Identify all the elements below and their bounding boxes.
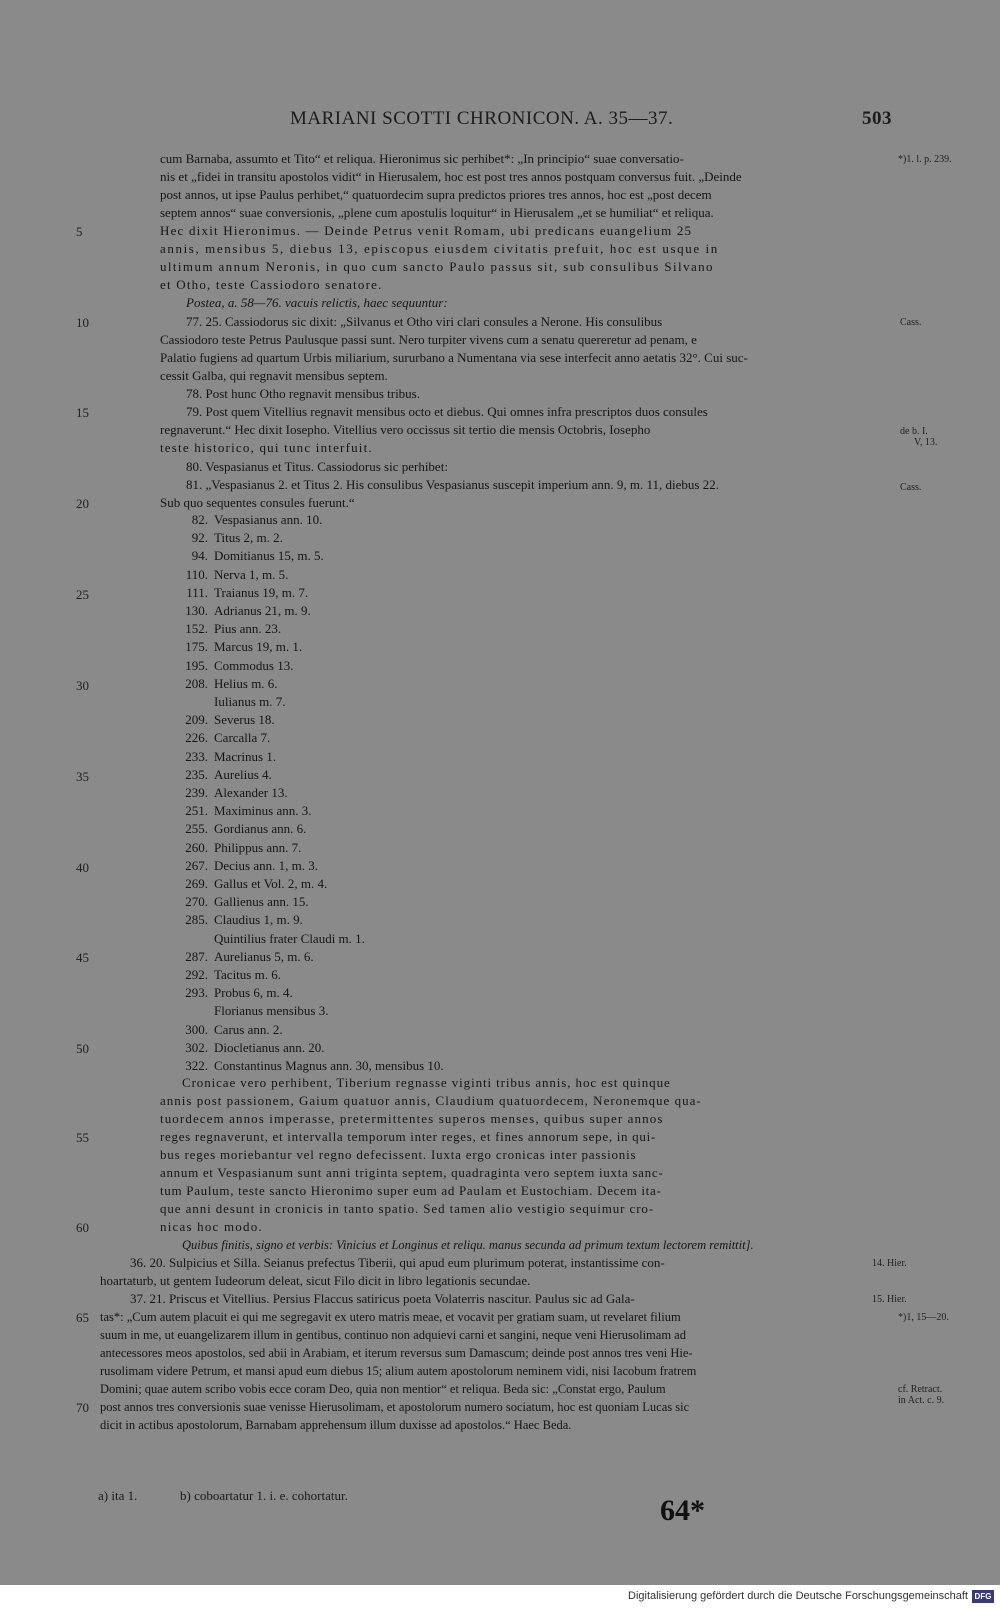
- dfg-logo[interactable]: DFG: [972, 1590, 994, 1603]
- text-line: 36. 20. Sulpicius et Silla. Seianus prefectus Tiberii, qui apud eum plurimum poterat, instantissime con-: [130, 1255, 665, 1270]
- entry-year: 255.: [185, 821, 208, 836]
- entry-year: 175.: [185, 639, 208, 654]
- entry-year: 111.: [186, 585, 208, 600]
- entry-text: Macrinus 1.: [214, 749, 277, 764]
- text-line: tas*: „Cum autem placuit ei qui me segregavit ex utero matris meae, et vocavit per gratiam suam, ut revelaret filium: [100, 1310, 681, 1324]
- text-line: cum Barnaba, assumto et Tito“ et reliqua. Hieronimus sic perhibet*: „In principio“ suae conversatio-: [160, 151, 684, 166]
- entry-text: Diocletianus ann. 20.: [214, 1040, 325, 1055]
- entry-year: 293.: [185, 985, 208, 1000]
- entry-text: Gordianus ann. 6.: [214, 821, 307, 836]
- text-line: Sub quo sequentes consules fuerunt.“: [160, 495, 355, 510]
- entry-text: Traianus 19, m. 7.: [214, 585, 309, 600]
- line-number: 60: [76, 1220, 89, 1235]
- text-line: tum Paulum, teste sancto Hieronimo super eum ad Paulam et Eustochiam. Decem ita-: [160, 1183, 662, 1198]
- margin-note: in Act. c. 9.: [898, 1395, 945, 1406]
- text-line: 79. Post quem Vitellius regnavit mensibus octo et diebus. Qui omnes infra prescriptos duos consules: [186, 404, 708, 419]
- entry-text: Tacitus m. 6.: [214, 967, 281, 982]
- text-line: teste historico, qui tunc interfuit.: [160, 440, 373, 455]
- text-line: annum et Vespasianum sunt anni triginta septem, quadraginta vero septem iuxta sanc-: [160, 1165, 664, 1180]
- entry-year: 322.: [185, 1058, 208, 1073]
- entry-year: 195.: [185, 658, 208, 673]
- editorial-note: Postea, a. 58—76. vacuis relictis, haec sequuntur:: [186, 295, 448, 310]
- line-number: 20: [76, 496, 89, 511]
- entry-text: Probus 6, m. 4.: [214, 985, 293, 1000]
- text-line: cessit Galba, qui regnavit mensibus septem.: [160, 368, 388, 383]
- text-line: hoartaturb, ut gentem Iudeorum deleat, sicut Filo dicit in libro legationis secundae.: [100, 1273, 531, 1288]
- text-line: Cassiodoro teste Petrus Paulusque passi sunt. Nero turpiter vivens cum a senatu quereretur ad penam, e: [160, 332, 697, 347]
- entry-text: Maximinus ann. 3.: [214, 803, 312, 818]
- entry-text: Nerva 1, m. 5.: [214, 567, 289, 582]
- text-line: rusolimam videre Petrum, et mansi apud eum diebus 15; alium autem apostolorum neminem vidi, nisi Iacobum fratrem: [100, 1364, 697, 1378]
- text-line: dicit in actibus apostolorum, Barnabam apprehensum illum duxisse ad apostolos.“ Haec Beda.: [100, 1418, 572, 1432]
- line-number: 70: [76, 1400, 89, 1415]
- text-line: 81. „Vespasianus 2. et Titus 2. His consulibus Vespasianus suscepit imperium ann. 9, m. 11, diebus 22.: [186, 477, 719, 492]
- entry-year: 82.: [191, 512, 208, 527]
- entry-year: 235.: [185, 767, 208, 782]
- entry-text: Quintilius frater Claudi m. 1.: [214, 931, 365, 946]
- digitization-note[interactable]: Digitalisierung gefördert durch die Deutsche Forschungsgemeinschaft: [628, 1590, 968, 1602]
- margin-note: *)1. l. p. 239.: [898, 154, 952, 165]
- entry-year: 152.: [185, 621, 208, 636]
- margin-note: V, 13.: [914, 437, 938, 448]
- entry-year: 92.: [191, 530, 208, 545]
- entry-text: Gallus et Vol. 2, m. 4.: [214, 876, 328, 891]
- text-line: regnaverunt.“ Hec dixit Iosepho. Vitellius vero occissus sit tertio die mensis Octobris, Iosepho: [160, 422, 651, 437]
- entry-text: Severus 18.: [214, 712, 275, 727]
- text-line: septem annos“ suae conversionis, „plene cum apostulis loquitur“ in Hierusalem „et se humiliat“ et reliqua.: [160, 205, 714, 220]
- entry-text: Philippus ann. 7.: [214, 840, 302, 855]
- text-line: 78. Post hunc Otho regnavit mensibus tribus.: [186, 386, 420, 401]
- entry-year: 285.: [185, 912, 208, 927]
- entry-year: 300.: [185, 1022, 208, 1037]
- line-number: 25: [76, 587, 89, 602]
- entry-text: Alexander 13.: [214, 785, 288, 800]
- line-number: 5: [76, 224, 83, 239]
- entry-text: Decius ann. 1, m. 3.: [214, 858, 318, 873]
- line-number: 15: [76, 405, 89, 420]
- entry-text: Carcalla 7.: [214, 730, 271, 745]
- page-number: 503: [862, 108, 892, 129]
- entry-year: 292.: [185, 967, 208, 982]
- line-number: 50: [76, 1041, 89, 1056]
- entry-year: 251.: [185, 803, 208, 818]
- entry-text: Marcus 19, m. 1.: [214, 639, 303, 654]
- entry-text: Carus ann. 2.: [214, 1022, 283, 1037]
- entry-year: 239.: [185, 785, 208, 800]
- text-line: Palatio fugiens ad quartum Urbis miliarium, sururbano a Numentana via sese interfecit anno aetatis 32°. Cui suc-: [160, 350, 748, 365]
- margin-note: cf. Retract.: [898, 1384, 943, 1395]
- text-line: antecessores meos apostolos, sed abii in Arabiam, et iterum reversus sum Damascum; deinde post annos tres veni Hie-: [100, 1346, 693, 1360]
- entry-text: Florianus mensibus 3.: [214, 1003, 329, 1018]
- entry-year: 209.: [185, 712, 208, 727]
- entry-text: Aurelianus 5, m. 6.: [214, 949, 314, 964]
- entry-year: 130.: [185, 603, 208, 618]
- line-number: 40: [76, 860, 89, 875]
- entry-year: 226.: [185, 730, 208, 745]
- line-number: 10: [76, 315, 89, 330]
- entry-text: Vespasianus ann. 10.: [214, 512, 323, 527]
- text-line: suum in me, ut euangelizarem illum in gentibus, continuo non adquievi carni et sangini, neque veni Hierusolimam ad: [100, 1328, 686, 1342]
- entry-text: Claudius 1, m. 9.: [214, 912, 303, 927]
- entry-text: Titus 2, m. 2.: [214, 530, 283, 545]
- text-line: tuordecem annos imperasse, pretermittentes superos menses, quibus super annos: [160, 1111, 664, 1126]
- line-number: 35: [76, 769, 89, 784]
- text-line: reges regnaverunt, et intervalla temporum inter reges, et fines annorum sepe, in qui-: [160, 1129, 656, 1144]
- margin-note: Cass.: [900, 482, 922, 493]
- text-line: annis post passionem, Gaium quatuor annis, Claudium quatuordecem, Neronemque qua-: [160, 1093, 702, 1108]
- text-line: que anni desunt in cronicis in tanto spatio. Sed tamen alio vestigio sequimur cro-: [160, 1201, 655, 1216]
- entry-text: Iulianus m. 7.: [214, 694, 286, 709]
- signature-mark: 64*: [660, 1494, 705, 1527]
- entry-year: 287.: [185, 949, 208, 964]
- text-line: annis, mensibus 5, diebus 13, episcopus eiusdem civitatis prefuit, hoc est usque in: [160, 241, 719, 256]
- text-line: bus reges moriebantur vel regno defecissent. Iuxta ergo cronicas inter passionis: [160, 1147, 637, 1162]
- editorial-note: Quibus finitis, signo et verbis: Vinicius et Longinus et reliqu. manus secunda ad primum textum lectorem remittit].: [182, 1238, 754, 1252]
- margin-note: 15. Hier.: [872, 1294, 907, 1305]
- entry-year: 208.: [185, 676, 208, 691]
- text-line: nicas hoc modo.: [160, 1219, 263, 1234]
- text-line: Hec dixit Hieronimus. — Deinde Petrus venit Romam, ubi predicans euangelium 25: [160, 223, 693, 238]
- margin-note: 14. Hier.: [872, 1258, 907, 1269]
- entry-year: 267.: [185, 858, 208, 873]
- line-number: 55: [76, 1130, 89, 1145]
- entry-text: Aurelius 4.: [214, 767, 272, 782]
- entry-text: Pius ann. 23.: [214, 621, 282, 636]
- footnote-a: a) ita 1.: [98, 1488, 138, 1503]
- margin-note: *)1, 15—20.: [898, 1312, 949, 1323]
- entry-text: Adrianus 21, m. 9.: [214, 603, 311, 618]
- text-line: ultimum annum Neronis, in quo cum sancto Paulo passus sit, sub consulibus Silvano: [160, 259, 714, 274]
- entry-text: Domitianus 15, m. 5.: [214, 548, 324, 563]
- text-line: 77. 25. Cassiodorus sic dixit: „Silvanus et Otho viri clari consules a Nerone. His consulibus: [186, 314, 663, 329]
- entry-year: 94.: [191, 548, 208, 563]
- entry-text: Constantinus Magnus ann. 30, mensibus 10.: [214, 1058, 444, 1073]
- text-line: post annos, ut ipse Paulus perhibet,“ quatuordecim supra predictos priores tres annos, hoc est „post decem: [160, 187, 712, 202]
- entry-year: 269.: [185, 876, 208, 891]
- entry-text: Commodus 13.: [214, 658, 294, 673]
- text-line: et Otho, teste Cassiodoro senatore.: [160, 277, 383, 292]
- entry-text: Helius m. 6.: [214, 676, 278, 691]
- line-number: 30: [76, 678, 89, 693]
- running-title: MARIANI SCOTTI CHRONICON. A. 35—37.: [290, 108, 674, 129]
- entry-text: Gallienus ann. 15.: [214, 894, 309, 909]
- text-line: post annos tres conversionis suae venisse Hierusolimam, et apostolorum numero sociatum, hoc est quoniam Lucas sic: [100, 1400, 690, 1414]
- entry-year: 302.: [185, 1040, 208, 1055]
- margin-note: Cass.: [900, 317, 922, 328]
- text-line: 37. 21. Priscus et Vitellius. Persius Flaccus satiricus poeta Volaterris nascitur. Paulus sic ad Gala-: [130, 1291, 635, 1306]
- footnote-b: b) coboartatur 1. i. e. cohortatur.: [180, 1488, 348, 1503]
- entry-year: 233.: [185, 749, 208, 764]
- text-line: Cronicae vero perhibent, Tiberium regnasse viginti tribus annis, hoc est quinque: [182, 1075, 671, 1090]
- digitization-bar: [0, 1585, 1000, 1610]
- entry-year: 270.: [185, 894, 208, 909]
- line-number: 45: [76, 950, 89, 965]
- margin-note: de b. I.: [900, 426, 928, 437]
- text-line: Domini; quae autem scribo vobis ecce coram Deo, quia non mentior“ et reliqua. Beda sic: „Constat ergo, Paulum: [100, 1382, 666, 1396]
- line-number: 65: [76, 1310, 89, 1325]
- entry-year: 110.: [185, 567, 208, 582]
- entry-year: 260.: [185, 840, 208, 855]
- text-line: nis et „fidei in transitu apostolos vidit“ in Hierusalem, hoc est post tres annos postquam conversus fuit. „Deinde: [160, 169, 742, 184]
- text-line: 80. Vespasianus et Titus. Cassiodorus sic perhibet:: [186, 459, 448, 474]
